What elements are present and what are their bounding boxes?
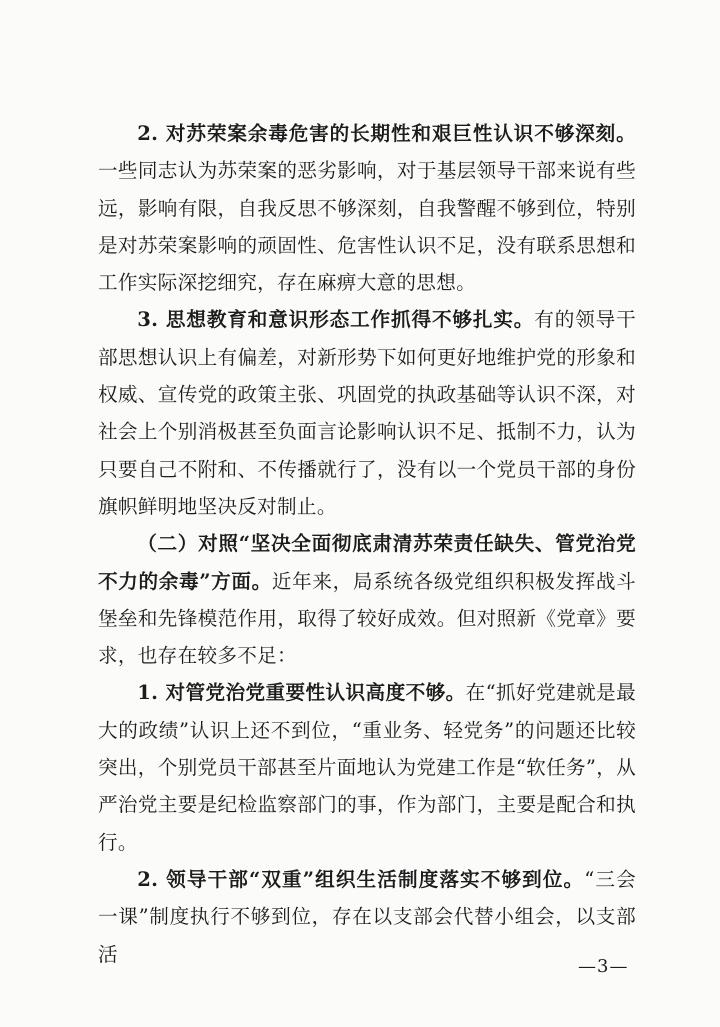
paragraph-2	[98, 301, 636, 525]
paragraph-3	[98, 525, 636, 674]
paragraph-1-body: 一些同志认为苏荣案的恶劣影响，对于基层领导干部来说有些远，影响有限，自我反思不够深刻，自我警醒不够到位，特别是对苏荣案影响的顽固性、危害性认识不足，没有联系思想和工作实际深挖细究，存在麻痹大意的思想。	[98, 159, 636, 295]
paragraph-4	[98, 674, 636, 860]
paragraph-4-body: 在“抓好党建就是最大的政绩”认识上还不到位，“重业务、轻党务”的问题还比较突出，个别党员干部甚至片面地认为党建工作是“软任务”，从严治党主要是纪检监察部门的事，作为部门，主要是配合和执行。	[98, 681, 636, 854]
paragraph-5	[98, 861, 636, 973]
paragraph-2-body: 有的领导干部思想认识上有偏差，对新形势下如何更好地维护党的形象和权威、宣传党的政策主张、巩固党的执政基础等认识不深，对社会上个别消极甚至负面言论影响认识不足、抵制不力，认为只要自己不附和、不传播就行了，没有以一个党员干部的身份旗帜鲜明地坚决反对制止。	[98, 308, 637, 518]
document-body	[98, 115, 636, 973]
paragraph-1-heading: 2. 对苏荣案余毒危害的长期性和艰巨性认识不够深刻。	[137, 122, 636, 145]
paragraph-3-body: 近年来，局系统各级党组织积极发挥战斗堡垒和先锋模范作用，取得了较好成效。但对照新《党章》要求，也存在较多不足：	[98, 569, 636, 668]
paragraph-4-heading: 1. 对管党治党重要性认识高度不够。	[137, 681, 466, 705]
paragraph-5-heading: 2. 领导干部“双重”组织生活制度落实不够到位。	[137, 867, 585, 891]
page-number: —3—	[578, 956, 629, 977]
paragraph-3-heading: （二）对照“坚决全面彻底肃清苏荣责任缺失、管党治党不力的余毒”方面。	[98, 532, 636, 593]
paragraph-1	[98, 115, 636, 301]
paragraph-2-heading: 3. 思想教育和意识形态工作抓得不够扎实。	[137, 308, 535, 332]
paragraph-5-body: “三会一课”制度执行不够到位，存在以支部会代替小组会，以支部活	[98, 867, 636, 966]
